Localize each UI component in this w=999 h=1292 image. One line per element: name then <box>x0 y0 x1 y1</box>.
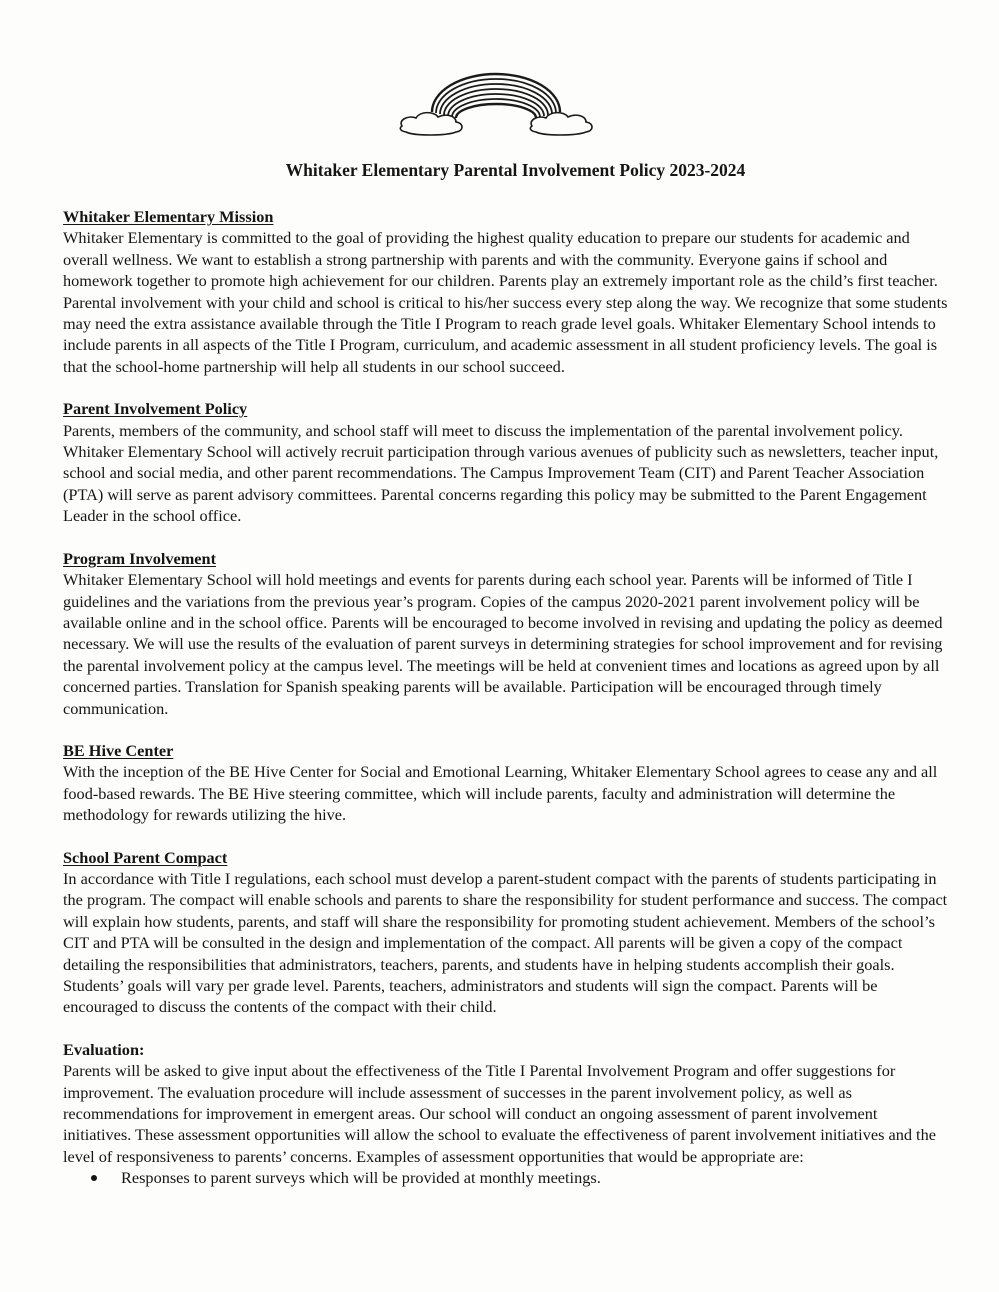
section-heading: Evaluation: <box>63 1039 145 1059</box>
section-body: Whitaker Elementary is committed to the goal of providing the highest quality education to prepare our students for academic and overall wellness. We want to establish a strong partnership with parents and with the community. Everyone gains if school and homework together to promote high achievement for our children. Parents play an extremely important role as the child’s first teacher. Parental involvement with your child and school is critical to his/her success every step along the way. We recognize that some students may need the extra assistance available through the Title I Program to reach grade level goals. Whitaker Elementary School intends to include parents in all aspects of the Title I Program, curriculum, and academic assessment in all student proficiency levels. The goal is that the school-home partnership will help all students in our school succeed. <box>63 228 948 376</box>
assessment-list <box>63 1167 948 1188</box>
rainbow-logo <box>396 68 596 140</box>
section-body: Parents, members of the community, and school staff will meet to discuss the implementation of the parental involvement policy. Whitaker Elementary School will actively recruit participation through various avenues of publicity such as newsletters, teacher input, school and social media, and other parent recommendations. The Campus Improvement Team (CIT) and Parent Teacher Association (PTA) will serve as parent advisory committees. Parental concerns regarding this policy may be submitted to the Parent Engagement Leader in the school office. <box>63 420 939 526</box>
document-body <box>63 206 948 1210</box>
section-body: In accordance with Title I regulations, each school must develop a parent-student compact with the parents of students participating in the program. The compact will enable schools and parents to share the responsibility for student performance and success. The compact will explain how students, parents, and staff will share the responsibility for promoting student achievement. Members of the school’s CIT and PTA will be consulted in the design and implementation of the compact. All parents will be given a copy of the compact detailing the responsibilities that administrators, teachers, parents, and students have in helping students accomplish their goals. Students’ goals will vary per grade level. Parents, teachers, administrators and students will sign the compact. Parents will be encouraged to discuss the contents of the compact with their child. <box>63 868 948 1017</box>
list-item-text: Responses to parent surveys which will be provided at monthly meetings. <box>121 1168 601 1188</box>
section-program-involvement <box>63 548 948 719</box>
section-heading: Parent Involvement Policy <box>63 399 248 419</box>
section-heading: School Parent Compact <box>63 847 228 867</box>
section-mission <box>63 206 948 377</box>
section-evaluation <box>63 1039 948 1189</box>
section-be-hive-center <box>63 740 948 826</box>
section-heading: Program Involvement <box>63 548 216 568</box>
section-heading: Whitaker Elementary Mission <box>63 207 274 226</box>
document-title: Whitaker Elementary Parental Involvement Policy 2023-2024 <box>285 160 746 180</box>
section-heading: BE Hive Center <box>63 740 174 760</box>
section-parent-involvement-policy <box>63 398 948 526</box>
bullet-icon <box>91 1175 97 1181</box>
section-body: Whitaker Elementary School will hold meetings and events for parents during each school year. Parents will be informed of Title I guidelines and the variations from the previous year’s program. Copies of the campus 2020-2021 parent involvement policy will be available online and in the school office. Parents will be encouraged to become involved in revising and updating the policy as deemed necessary. We will use the results of the evaluation of parent surveys in determining strategies for school improvement and for revising the parental involvement policy at the campus level. The meetings will be held at convenient times and locations as agreed upon by all concerned parties. Translation for Spanish speaking parents will be available. Participation will be encouraged through timely communication. <box>63 570 943 718</box>
list-item <box>91 1167 948 1188</box>
section-school-parent-compact <box>63 847 948 1018</box>
section-body: Parents will be asked to give input about the effectiveness of the Title I Parental Involvement Program and offer suggestions for improvement. The evaluation procedure will include assessment of successes in the parent involvement policy, as well as recommendations for improvement in emergent areas. Our school will conduct an ongoing assessment of parent involvement initiatives. These assessment opportunities will allow the school to evaluate the effectiveness of parent involvement initiatives and the level of responsiveness to parents’ concerns. Examples of assessment opportunities that would be appropriate are: <box>63 1061 936 1166</box>
section-body: With the inception of the BE Hive Center for Social and Emotional Learning, Whitaker Elementary School agrees to cease any and all food-based rewards. The BE Hive steering committee, which will include parents, faculty and administration will determine the methodology for rewards utilizing the hive. <box>63 762 938 825</box>
